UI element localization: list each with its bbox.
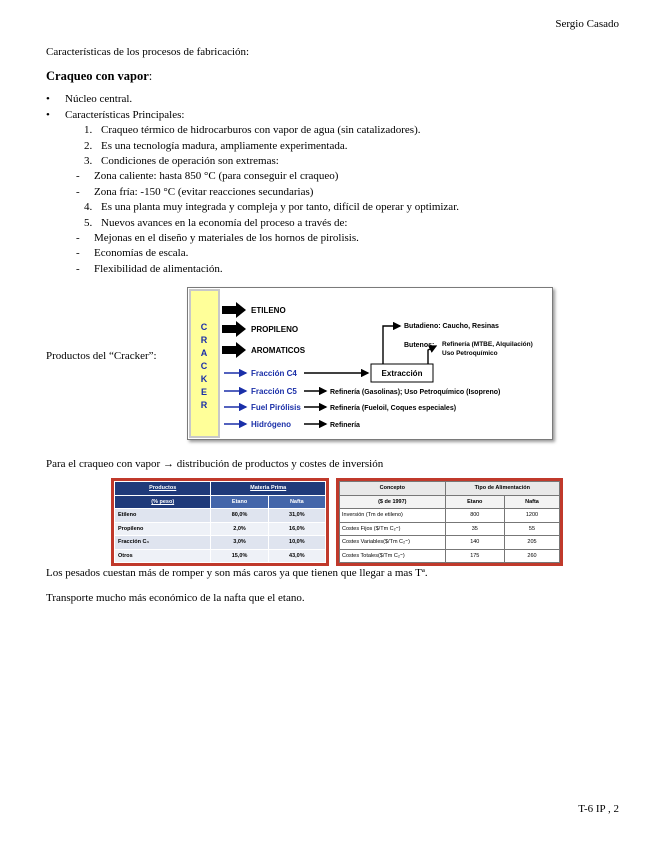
h2-use-label: Refinería (330, 422, 360, 429)
dash-mark: - (76, 263, 80, 275)
bullet-item (46, 93, 133, 105)
cell-concept: Costes Variables($/Tm C₂⁼) (340, 536, 446, 550)
bullet-dot: • (46, 93, 50, 105)
header-etano: Etano (445, 495, 504, 509)
dash-text: Flexibilidad de alimentación. (94, 263, 223, 275)
cell-nafta: 10,0% (268, 536, 325, 550)
cell-etano: 15,0% (211, 549, 268, 563)
dash-item (76, 263, 223, 275)
fuel-use-label: Refinería (Fueloil, Coques especiales) (330, 405, 457, 412)
table-row (115, 549, 326, 563)
product-etileno: ETILENO (251, 306, 286, 315)
arrow-etileno (222, 302, 246, 318)
bullet-text: Núcleo central. (65, 93, 133, 105)
list-number: 1. (84, 124, 93, 136)
footnote: Los pesados cuestan más de romper y son más caros ya que tienen que llegar a mas Tª. (46, 567, 428, 579)
arrow-butadieno (383, 326, 400, 365)
section-title-text: Craqueo con vapor (46, 69, 149, 83)
cell-nafta: 1200 (504, 509, 559, 523)
footnote: Transporte mucho más económico de la nafta que el etano. (46, 592, 305, 604)
cell-nafta: 205 (504, 536, 559, 550)
cell-concept: Inversión (Tm de etileno) (340, 509, 446, 523)
cell-etano: 3,0% (211, 536, 268, 550)
cell-product: Etileno (115, 509, 211, 523)
dash-mark: - (76, 247, 80, 259)
dash-mark: - (76, 232, 80, 244)
list-number: 4. (84, 201, 93, 213)
cracker-letter: K (200, 374, 208, 384)
investment-cost-table (336, 478, 563, 566)
list-text: Es una planta muy integrada y compleja y por tanto, difícil de operar y optimizar. (101, 201, 459, 213)
extraccion-label: Extracción (381, 369, 423, 378)
diagram-canvas (188, 288, 552, 439)
cell-product: Otros (115, 549, 211, 563)
cell-etano: 80,0% (211, 509, 268, 523)
table-header-row (340, 495, 560, 509)
cell-nafta: 31,0% (268, 509, 325, 523)
cell-product: Propileno (115, 522, 211, 536)
section-title-colon: : (148, 69, 153, 83)
list-item (84, 217, 348, 229)
list-number: 3. (84, 155, 93, 167)
bullet-text: Características Principales: (65, 109, 185, 121)
table-header-row (115, 495, 326, 509)
dash-text: Economías de escala. (94, 247, 189, 259)
page-number: T-6 IP , 2 (578, 803, 619, 815)
cracker-letter: C (200, 322, 208, 332)
butenos-use-1: Refinería (MTBE, Alquilación) (442, 341, 533, 348)
cell-etano: 2,0% (211, 522, 268, 536)
table-row (115, 509, 326, 523)
table-row (340, 549, 560, 563)
cell-etano: 175 (445, 549, 504, 563)
header-concepto: Concepto (340, 482, 446, 496)
list-number: 5. (84, 217, 93, 229)
cell-product: Fracción C₄ (115, 536, 211, 550)
list-number: 2. (84, 140, 93, 152)
cell-concept: Costes Totales($/Tm C₂⁼) (340, 549, 446, 563)
dash-item (76, 186, 314, 198)
header-dolares: ($ de 1997) (340, 495, 446, 509)
product-fraccion-c5: Fracción C5 (251, 387, 297, 396)
product-propileno: PROPILENO (251, 325, 299, 334)
header-peso: (% peso) (115, 495, 211, 509)
product-fraccion-c4: Fracción C4 (251, 369, 297, 378)
header-nafta: Nafta (504, 495, 559, 509)
dash-text: Zona fría: -150 °C (evitar reacciones secundarias) (94, 186, 314, 198)
dash-text: Zona caliente: hasta 850 °C (para conseguir el craqueo) (94, 170, 339, 182)
header-nafta: Nafta (268, 495, 325, 509)
c5-use-label: Refinería (Gasolinas); Uso Petroquímico (Isopreno) (330, 389, 501, 396)
product-aromaticos: AROMATICOS (251, 346, 306, 355)
product-distribution-table (111, 478, 329, 566)
cracker-letter: A (200, 348, 208, 358)
header-productos: Productos (115, 482, 211, 496)
dash-text: Mejonas en el diseño y materiales de los hornos de pirolisis. (94, 232, 359, 244)
table-header-row (340, 482, 560, 496)
cracker-letter: R (200, 335, 208, 345)
author-header: Sergio Casado (555, 18, 619, 30)
dash-item (76, 247, 189, 259)
bullet-dot: • (46, 109, 50, 121)
list-text: Craqueo térmico de hidrocarburos con vapor de agua (sin catalizadores). (101, 124, 421, 136)
header-materia-prima: Materia Prima (211, 482, 326, 496)
butenos-use-2: Uso Petroquímico (442, 350, 498, 357)
list-text: Nuevos avances en la economía del proceso a través de: (101, 217, 348, 229)
header-tipo-alimentacion: Tipo de Alimentación (445, 482, 559, 496)
header-etano: Etano (211, 495, 268, 509)
table-row (340, 509, 560, 523)
butadieno-label: Butadieno: Caucho, Resinas (404, 323, 499, 330)
cracker-letters (201, 322, 208, 410)
cell-etano: 800 (445, 509, 504, 523)
cell-nafta: 55 (504, 522, 559, 536)
section-title (46, 69, 152, 84)
table-row (340, 522, 560, 536)
main-product-arrows (222, 302, 246, 358)
arrow-propileno (222, 321, 246, 337)
cell-concept: Costes Fijos ($/Tm C₂⁼) (340, 522, 446, 536)
cell-nafta: 260 (504, 549, 559, 563)
cracker-letter: E (200, 387, 208, 397)
list-item (84, 124, 421, 136)
dash-item (76, 232, 359, 244)
cell-nafta: 43,0% (268, 549, 325, 563)
list-item (84, 140, 348, 152)
cracker-products-diagram (187, 287, 553, 440)
dash-item (76, 170, 339, 182)
bullet-item (46, 109, 185, 121)
diagram-caption: Productos del “Cracker”: (46, 350, 157, 362)
costs-intro: Para el craqueo con vapor → distribución de productos y costes de inversión (46, 458, 384, 470)
list-text: Condiciones de operación son extremas: (101, 155, 279, 167)
blue-arrows (224, 373, 246, 424)
cracker-letter: C (200, 361, 208, 371)
list-item (84, 155, 279, 167)
list-item (84, 201, 459, 213)
table-header-row (115, 482, 326, 496)
cell-etano: 35 (445, 522, 504, 536)
cell-etano: 140 (445, 536, 504, 550)
dash-mark: - (76, 186, 80, 198)
product-hidrogeno: Hidrógeno (251, 420, 291, 429)
table-row (115, 522, 326, 536)
arrow-aromaticos (222, 342, 246, 358)
intro-line: Características de los procesos de fabricación: (46, 46, 250, 58)
cell-nafta: 16,0% (268, 522, 325, 536)
dash-mark: - (76, 170, 80, 182)
butenos-label: Butenos: (404, 342, 435, 349)
cracker-letter: R (200, 400, 208, 410)
table-row (115, 536, 326, 550)
table-row (340, 536, 560, 550)
list-text: Es una tecnología madura, ampliamente experimentada. (101, 140, 348, 152)
product-fuel-pirolisis: Fuel Pirólisis (251, 403, 301, 412)
